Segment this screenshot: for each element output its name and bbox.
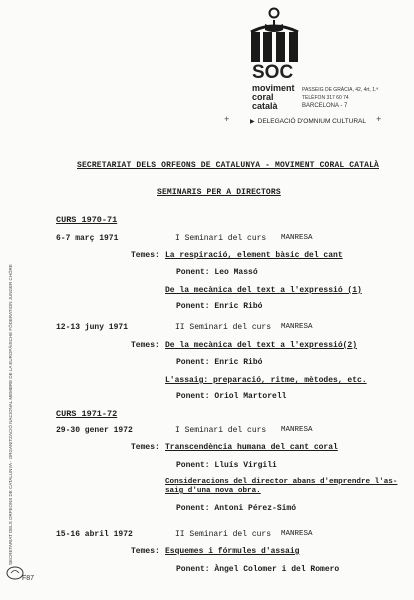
entry-seminar: I Seminari del curs <box>175 234 267 243</box>
speaker: Ponent: Enric Ribó <box>176 302 263 311</box>
topic: Transcendència humana del cant coral <box>165 443 338 452</box>
speaker: Ponent: Oriol Martorell <box>176 392 287 401</box>
topic: L'assaig: preparació, ritme, mètodes, etc. <box>165 376 367 385</box>
entry-place: MANRESA <box>281 530 313 538</box>
section-year: CURS 1970-71 <box>56 215 118 225</box>
address-line-3: BARCELONA - 7 <box>302 103 348 109</box>
document-title: SECRETARIAT DELS ORFEONS DE CATALUNYA - MOVIMENT CORAL CATALÀ <box>77 161 379 170</box>
logo-line-1: moviment <box>252 83 295 93</box>
topic-continuation: saig d'una nova obra. <box>165 487 261 495</box>
document-subtitle: SEMINARIS PER A DIRECTORS <box>157 188 281 197</box>
delegation-line <box>250 118 366 125</box>
entry-seminar: II Seminari del curs <box>175 323 272 332</box>
triangle-bullet-icon: ▶ <box>250 119 255 125</box>
temes-label: Temes: <box>131 547 160 556</box>
topic: La respiració, element bàsic del cant <box>165 251 343 260</box>
entry-place: MANRESA <box>281 323 313 331</box>
entry-seminar: II Seminari del curs <box>175 530 272 539</box>
logo-word: SOC <box>252 62 294 83</box>
speaker: Ponent: Leo Massó <box>176 268 258 277</box>
section-year: CURS 1971-72 <box>56 409 118 419</box>
temes-label: Temes: <box>131 443 160 452</box>
registration-mark-icon: + <box>376 115 382 125</box>
archive-stamp-number: F87 <box>22 575 35 582</box>
address-line-1: PASSEIG DE GRÀCIA, 42, 4rt, 1.ª <box>302 87 379 93</box>
registration-mark-icon: + <box>224 115 230 125</box>
speaker: Ponent: Lluís Virgili <box>176 461 277 470</box>
speaker: Ponent: Àngel Colomer i del Romero <box>176 565 340 574</box>
sidebar-membership-text: SECRETARIAT DELS ORFEONS DE CATALUNYA · ORGANITZACIÓ NACIONAL MEMBRE DE LA EUROPÄISCHE FÖDERATION JUNGER CHÖRE <box>8 264 13 565</box>
address-line-2: TELÈFON 317 60 74 <box>302 95 349 101</box>
entry-date: 15-16 abril 1972 <box>56 530 133 539</box>
topic: Esquemes i fórmules d'assaig <box>165 547 300 556</box>
entry-date: 6-7 març 1971 <box>56 234 119 243</box>
entry-seminar: I Seminari del curs <box>175 426 267 435</box>
temes-label: Temes: <box>131 251 160 260</box>
entry-place: MANRESA <box>281 426 313 434</box>
logo-line-2: coral <box>252 92 274 102</box>
topic: De la mecànica del text a l'expressió (1) <box>165 286 362 295</box>
temes-label: Temes: <box>131 341 160 350</box>
entry-date: 12-13 juny 1971 <box>56 323 129 332</box>
entry-date: 29-30 gener 1972 <box>56 426 133 435</box>
delegation-text: DELEGACIÓ D'OMNIUM CULTURAL <box>257 118 367 125</box>
logo-line-3: català <box>252 101 278 111</box>
topic: De la mecànica del text a l'expressió(2) <box>165 341 358 350</box>
topic: Consideracions del director abans d'emprendre l'as- <box>165 478 398 486</box>
entry-place: MANRESA <box>281 234 313 242</box>
speaker: Ponent: Antoni Pérez-Simó <box>176 504 297 513</box>
speaker: Ponent: Enric Ribó <box>176 358 263 367</box>
